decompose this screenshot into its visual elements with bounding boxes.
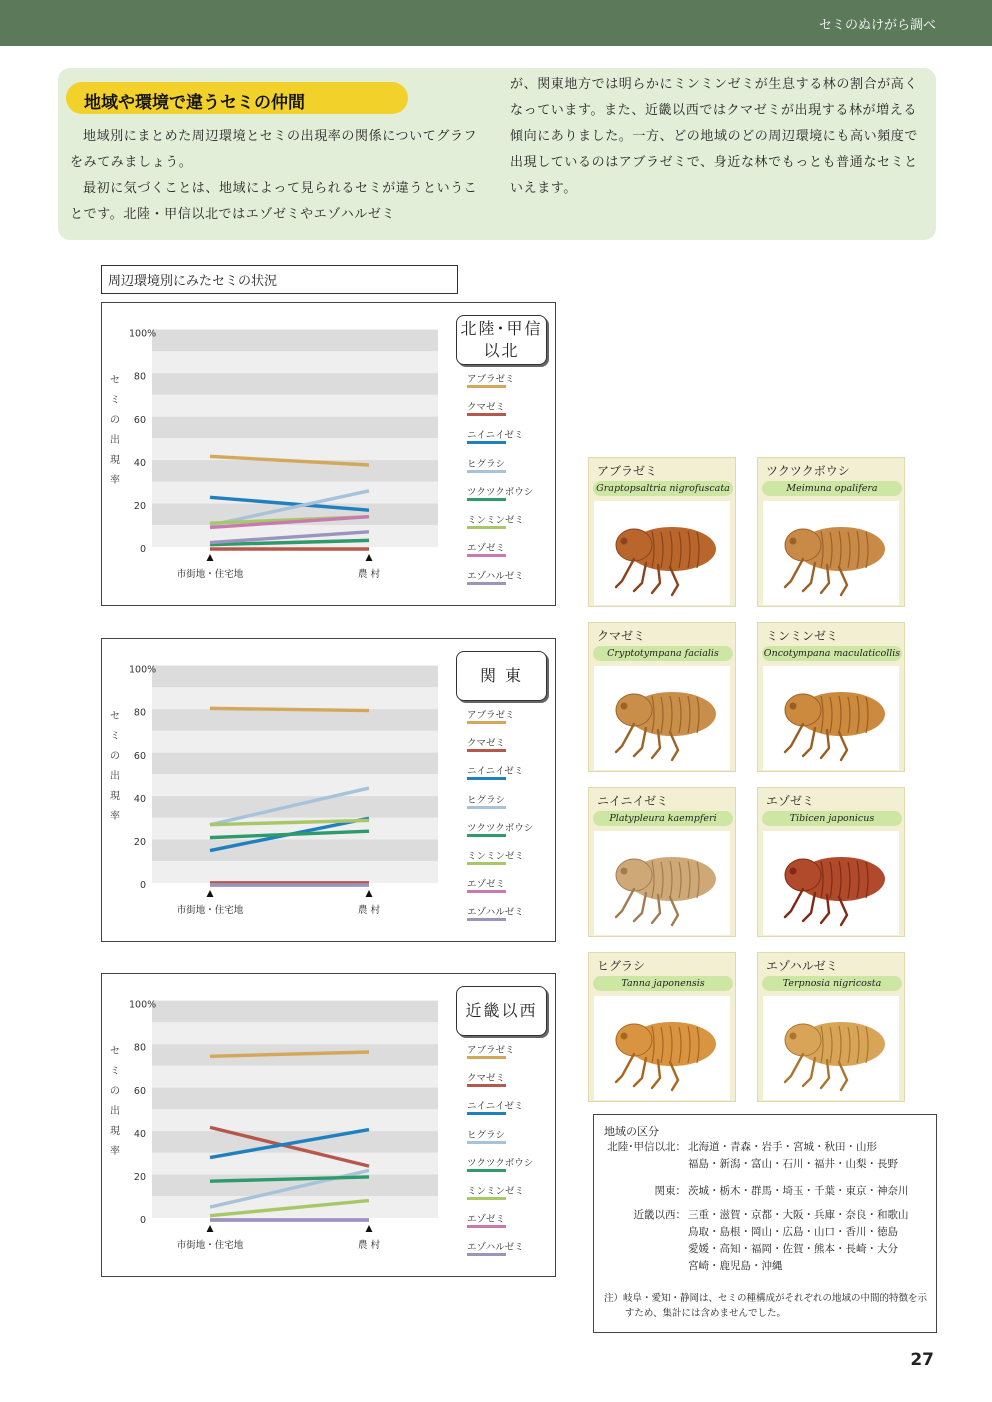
x-tick-marker [366, 1225, 373, 1232]
chart-kinki [101, 973, 556, 1277]
legend-swatch [467, 441, 506, 444]
x-category-label: 農 村 [357, 1240, 381, 1251]
exuvia-leg [785, 1054, 803, 1082]
exuvia-leg [803, 1058, 815, 1086]
exuvia-leg [839, 1062, 847, 1090]
exuvia-leg [634, 728, 646, 756]
region-prefectures [688, 1207, 928, 1275]
legend-swatch [467, 470, 506, 473]
legend-label: クマゼミ [467, 1073, 506, 1085]
legend-swatch [467, 918, 506, 921]
x-tick-marker [366, 890, 373, 897]
legend-item [465, 1239, 555, 1267]
region-label: 関 東 [456, 651, 547, 701]
y-axis-label-char: セ [110, 1046, 120, 1057]
exuvia-photo [594, 666, 730, 770]
y-tick-label: 60 [133, 750, 146, 762]
exuvia-photo [763, 996, 899, 1100]
grid-band [152, 1153, 438, 1175]
legend-swatch [467, 526, 506, 529]
x-category-label: 市街地・住宅地 [176, 569, 244, 580]
intro-paragraph: 地域別にまとめた周辺環境とセミの出現率の関係についてグラフをみてみましょう。 [70, 129, 478, 170]
cicada-exuvia-illustration [763, 996, 899, 1100]
x-category-label: 農 村 [357, 905, 381, 916]
page-number: 27 [910, 1350, 934, 1370]
legend-label: ヒグラシ [467, 794, 506, 806]
exuvia-head [785, 859, 821, 891]
legend-item [465, 568, 555, 596]
exuvia-head [616, 529, 652, 561]
exuvia-head [616, 859, 652, 891]
y-tick-label: 60 [133, 414, 146, 426]
legend-item [465, 427, 555, 455]
region-prefectures [688, 1139, 928, 1173]
legend-swatch [467, 1056, 506, 1059]
grid-band [152, 840, 438, 862]
region-division-box [593, 1114, 937, 1333]
exuvia-leg [803, 728, 815, 756]
section-title: 周辺環境別にみたセミの状況 [101, 265, 458, 294]
exuvia-leg [616, 889, 634, 917]
intro-right-column: が、関東地方では明らかにミンミンゼミが生息する林の割合が高くなっています。また、近畿以西ではクマゼミが出現する林が増える傾向にありました。一方、どの地域のどの周辺環境にも高い頻度で出現しているのはアブラゼミで、身近な林でもっとも普通なセミといえます。 [510, 77, 919, 196]
intro-paragraph: 最初に気づくことは、地域によって見られるセミが違うということです。北陸・甲信以北ではエゾゼミやエゾハルゼミ [70, 181, 478, 222]
exuvia-leg [803, 893, 815, 921]
y-tick-label: 20 [133, 1171, 146, 1183]
exuvia-head [785, 529, 821, 561]
exuvia-photo [594, 501, 730, 605]
x-tick-marker [207, 890, 214, 897]
y-tick-label: 0 [139, 544, 146, 555]
x-category-label: 市街地・住宅地 [176, 905, 244, 916]
legend-label: ニイニイゼミ [467, 430, 524, 442]
legend-swatch [467, 582, 506, 585]
exuvia-photo [763, 501, 899, 605]
species-scientific-name: Terpnosia nigricosta [762, 976, 902, 991]
chart-legend [465, 371, 555, 597]
exuvia-eye [621, 703, 628, 710]
legend-item [465, 1211, 555, 1239]
y-axis-label-char: 現 [110, 791, 120, 802]
legend-item [465, 848, 555, 876]
exuvia-leg [803, 563, 815, 591]
species-card [757, 622, 905, 772]
species-scientific-name: Graptopsaltria nigrofuscata [593, 481, 733, 496]
species-scientific-name: Cryptotympana facialis [593, 646, 733, 661]
grid-band [152, 753, 438, 775]
legend-item [465, 904, 555, 932]
legend-label: エゾゼミ [467, 879, 506, 891]
x-tick-marker [207, 1225, 214, 1232]
legend-label: エゾハルゼミ [467, 571, 524, 583]
legend-label: エゾゼミ [467, 543, 506, 555]
legend-label: エゾゼミ [467, 1214, 506, 1226]
y-tick-label: 100% [129, 328, 157, 340]
grid-band [152, 1066, 438, 1088]
grid-band [152, 438, 438, 460]
exuvia-leg [839, 897, 847, 925]
legend-item [465, 876, 555, 904]
y-axis-label-char: 現 [110, 1126, 120, 1137]
legend-item [465, 540, 555, 568]
grid-band [152, 666, 438, 688]
y-axis-label-char: ミ [110, 395, 120, 406]
y-axis-label-char: の [110, 415, 120, 426]
legend-label: ツクツクボウシ [467, 1157, 534, 1169]
legend-item [465, 792, 555, 820]
species-japanese-name: アブラゼミ [597, 464, 658, 478]
y-tick-label: 80 [133, 371, 146, 383]
legend-swatch [467, 749, 506, 752]
species-card [757, 787, 905, 937]
legend-label: ツクツクボウシ [467, 486, 534, 498]
intro-box [58, 68, 936, 240]
cicada-exuvia-illustration [763, 666, 899, 770]
legend-swatch [467, 1225, 506, 1228]
region-prefectures [688, 1183, 928, 1200]
exuvia-leg [670, 567, 678, 595]
grid-band [152, 1088, 438, 1110]
series-line [210, 708, 369, 710]
exuvia-eye [621, 868, 628, 875]
exuvia-photo [763, 831, 899, 935]
legend-swatch [467, 1141, 506, 1144]
exuvia-eye [790, 538, 797, 545]
grid-band [152, 731, 438, 753]
grid-band [152, 482, 438, 504]
legend-swatch [467, 554, 506, 557]
species-scientific-name: Meimuna opalifera [762, 481, 902, 496]
y-tick-label: 40 [133, 793, 146, 805]
y-axis-label-char: セ [110, 375, 120, 386]
legend-item [465, 1042, 555, 1070]
exuvia-leg [634, 1058, 646, 1086]
exuvia-eye [790, 703, 797, 710]
y-axis-label-char: ミ [110, 731, 120, 742]
x-tick-marker [366, 554, 373, 561]
legend-swatch [467, 385, 506, 388]
exuvia-leg [670, 732, 678, 760]
region-prefecture-line: 宮崎・鹿児島・沖縄 [688, 1260, 783, 1272]
legend-swatch [467, 498, 506, 501]
x-category-label: 農 村 [357, 569, 381, 580]
grid-band [152, 687, 438, 709]
cicada-exuvia-illustration [594, 666, 730, 770]
y-axis-label-char: 現 [110, 455, 120, 466]
grid-band [152, 351, 438, 373]
species-japanese-name: ヒグラシ [597, 959, 646, 973]
cicada-exuvia-illustration [594, 996, 730, 1100]
region-key: 近畿以西： [633, 1209, 686, 1221]
species-scientific-name: Tanna japonensis [593, 976, 733, 991]
legend-label: ミンミンゼミ [467, 850, 525, 862]
legend-label: ヒグラシ [467, 1129, 506, 1141]
y-tick-label: 100% [129, 999, 157, 1011]
y-tick-label: 40 [133, 1128, 146, 1140]
legend-label: アブラゼミ [467, 1045, 515, 1056]
region-prefecture-line: 北海道・青森・岩手・宮城・秋田・山形 [688, 1141, 877, 1153]
legend-item [465, 1098, 555, 1126]
species-card [588, 787, 736, 937]
legend-item [465, 763, 555, 791]
x-tick-marker [207, 554, 214, 561]
legend-label: ミンミンゼミ [467, 514, 525, 526]
y-axis-label-char: 出 [110, 1106, 120, 1117]
legend-swatch [467, 1084, 506, 1087]
species-japanese-name: エゾゼミ [766, 794, 815, 808]
exuvia-leg [785, 889, 803, 917]
species-card [588, 622, 736, 772]
y-axis-label-char: の [110, 751, 120, 762]
legend-swatch [467, 1112, 506, 1115]
species-card [757, 457, 905, 607]
exuvia-leg [616, 559, 634, 587]
exuvia-leg [839, 732, 847, 760]
exuvia-leg [670, 897, 678, 925]
legend-label: エゾハルゼミ [467, 1242, 524, 1254]
legend-swatch [467, 806, 506, 809]
cicada-exuvia-illustration [763, 831, 899, 935]
grid-band [152, 460, 438, 482]
region-key: 北陸･甲信以北： [607, 1141, 686, 1153]
region-box-title: 地域の区分 [604, 1125, 659, 1138]
grid-band [152, 395, 438, 417]
exuvia-head [785, 694, 821, 726]
legend-item [465, 484, 555, 512]
legend-label: クマゼミ [467, 738, 506, 750]
y-axis-label-char: 率 [110, 811, 120, 822]
species-card [757, 952, 905, 1102]
exuvia-leg [839, 567, 847, 595]
y-tick-label: 20 [133, 500, 146, 512]
legend-item [465, 1155, 555, 1183]
legend-label: ツクツクボウシ [467, 822, 534, 834]
legend-label: クマゼミ [467, 402, 506, 414]
grid-band [152, 417, 438, 439]
grid-band [152, 796, 438, 818]
x-category-label: 市街地・住宅地 [176, 1240, 244, 1251]
y-axis-label-char: ミ [110, 1066, 120, 1077]
exuvia-leg [616, 724, 634, 752]
legend-label: アブラゼミ [467, 710, 515, 721]
legend-swatch [467, 1169, 506, 1172]
legend-label: ニイニイゼミ [467, 1101, 524, 1113]
exuvia-photo [594, 996, 730, 1100]
running-header: セミのぬけがら調べ [818, 18, 936, 33]
grid-band [152, 1022, 438, 1044]
y-axis-label-char: 出 [110, 771, 120, 782]
legend-swatch [467, 721, 506, 724]
exuvia-eye [621, 538, 628, 545]
chart-legend [465, 1042, 555, 1268]
exuvia-head [616, 1024, 652, 1056]
region-prefecture-line: 鳥取・島根・岡山・広島・山口・香川・徳島 [688, 1226, 898, 1238]
species-card [588, 952, 736, 1102]
region-key: 関東： [654, 1185, 686, 1197]
grid-band [152, 709, 438, 731]
region-prefecture-line: 愛媛・高知・福岡・佐賀・熊本・長崎・大分 [688, 1243, 898, 1255]
y-axis-label-char: 率 [110, 1146, 120, 1157]
cicada-exuvia-illustration [763, 501, 899, 605]
region-note: 注）岐阜・愛知・静岡は、セミの種構成がそれぞれの地域の中間的特徴を示すため、集計には含めませんでした。 [604, 1293, 928, 1319]
cicada-exuvia-illustration [594, 831, 730, 935]
y-axis-label-char: 率 [110, 475, 120, 486]
grid-band [152, 373, 438, 395]
exuvia-head [616, 694, 652, 726]
y-tick-label: 0 [139, 880, 146, 891]
legend-swatch [467, 862, 506, 865]
species-japanese-name: エゾハルゼミ [766, 959, 838, 973]
y-axis-label-char: セ [110, 711, 120, 722]
legend-item [465, 1183, 555, 1211]
legend-swatch [467, 1197, 506, 1200]
species-scientific-name: Tibicen japonicus [762, 811, 902, 826]
cicada-exuvia-illustration [594, 501, 730, 605]
legend-label: ニイニイゼミ [467, 766, 524, 778]
exuvia-photo [763, 666, 899, 770]
legend-swatch [467, 777, 506, 780]
species-scientific-name: Oncotympana maculaticollis [763, 648, 901, 659]
exuvia-leg [634, 563, 646, 591]
region-prefecture-line: 福島・新潟・富山・石川・福井・山梨・長野 [688, 1158, 898, 1170]
legend-item [465, 456, 555, 484]
intro-left-column [70, 124, 482, 228]
chart-legend [465, 707, 555, 933]
chart-hokuriku [101, 302, 556, 606]
region-prefecture-line: 三重・滋賀・京都・大阪・兵庫・奈良・和歌山 [688, 1209, 909, 1221]
grid-band [152, 1001, 438, 1023]
exuvia-eye [790, 1033, 797, 1040]
grid-band [152, 330, 438, 352]
legend-item [465, 735, 555, 763]
y-tick-label: 80 [133, 707, 146, 719]
legend-item [465, 820, 555, 848]
legend-item [465, 707, 555, 735]
region-prefecture-line: 茨城・栃木・群馬・埼玉・千葉・東京・神奈川 [688, 1185, 909, 1197]
species-japanese-name: ニイニイゼミ [597, 794, 669, 808]
legend-item [465, 399, 555, 427]
y-tick-label: 100% [129, 664, 157, 676]
region-label: 北陸･甲信 以北 [456, 315, 547, 365]
legend-label: ミンミンゼミ [467, 1185, 525, 1197]
species-japanese-name: ツクツクボウシ [766, 464, 850, 478]
exuvia-head [785, 1024, 821, 1056]
species-japanese-name: ミンミンゼミ [766, 629, 839, 643]
legend-swatch [467, 413, 506, 416]
legend-label: ヒグラシ [467, 458, 506, 470]
y-tick-label: 80 [133, 1042, 146, 1054]
exuvia-leg [616, 1054, 634, 1082]
exuvia-leg [785, 724, 803, 752]
grid-band [152, 1109, 438, 1131]
legend-item [465, 1070, 555, 1098]
exuvia-leg [785, 559, 803, 587]
legend-swatch [467, 890, 506, 893]
exuvia-leg [634, 893, 646, 921]
y-tick-label: 40 [133, 457, 146, 469]
region-label: 近畿以西 [456, 986, 547, 1036]
chart-kanto [101, 638, 556, 942]
legend-swatch [467, 834, 506, 837]
legend-item [465, 371, 555, 399]
grid-band [152, 861, 438, 883]
intro-title: 地域や環境で違うセミの仲間 [66, 82, 408, 114]
exuvia-eye [621, 1033, 628, 1040]
y-tick-label: 20 [133, 836, 146, 848]
legend-label: アブラゼミ [467, 374, 515, 385]
exuvia-eye [790, 868, 797, 875]
header-bar [0, 0, 992, 46]
exuvia-leg [670, 1062, 678, 1090]
legend-swatch [467, 1253, 506, 1256]
y-tick-label: 0 [139, 1215, 146, 1226]
species-japanese-name: クマゼミ [597, 629, 646, 643]
species-scientific-name: Platypleura kaempferi [593, 811, 733, 826]
y-axis-label-char: 出 [110, 435, 120, 446]
legend-label: エゾハルゼミ [467, 907, 524, 919]
y-axis-label-char: の [110, 1086, 120, 1097]
legend-item [465, 1127, 555, 1155]
y-tick-label: 60 [133, 1085, 146, 1097]
legend-item [465, 512, 555, 540]
grid-band [152, 774, 438, 796]
exuvia-photo [594, 831, 730, 935]
species-card [588, 457, 736, 607]
